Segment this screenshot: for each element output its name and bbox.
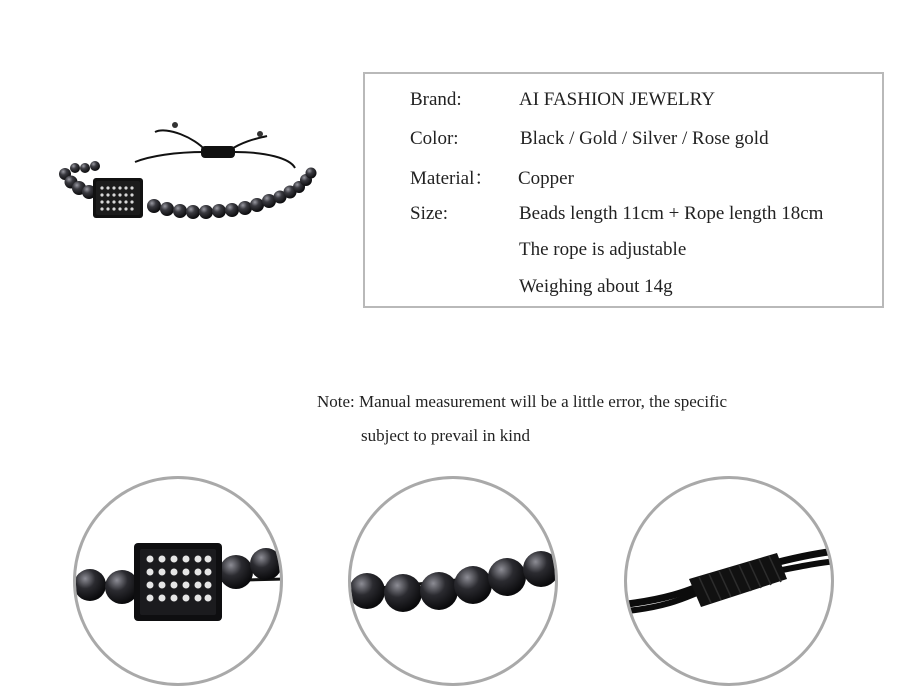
note-line-2: subject to prevail in kind: [361, 426, 531, 445]
material-value: Copper: [518, 168, 574, 189]
size-value: Beads length 11cm + Rope length 18cm: [519, 203, 824, 224]
rope-adjustable-text: The rope is adjustable: [519, 239, 687, 260]
knot-closeup-image: [624, 476, 834, 686]
weight-text: Weighing about 14g: [519, 276, 673, 297]
bead-closeup-image: [348, 476, 558, 686]
specification-box: [363, 72, 884, 308]
brand-label: Brand:: [410, 89, 462, 110]
size-label: Size:: [410, 203, 448, 224]
color-label: Color:: [410, 128, 459, 149]
bracelet-product-image: [55, 118, 320, 230]
note-line-1: Note: Manual measurement will be a little error, the specific: [317, 392, 728, 411]
pave-charm-closeup-image: [73, 476, 283, 686]
material-label: Material：: [410, 168, 494, 189]
brand-value: AI FASHION JEWELRY: [519, 89, 715, 110]
color-value: Black / Gold / Silver / Rose gold: [520, 128, 769, 149]
